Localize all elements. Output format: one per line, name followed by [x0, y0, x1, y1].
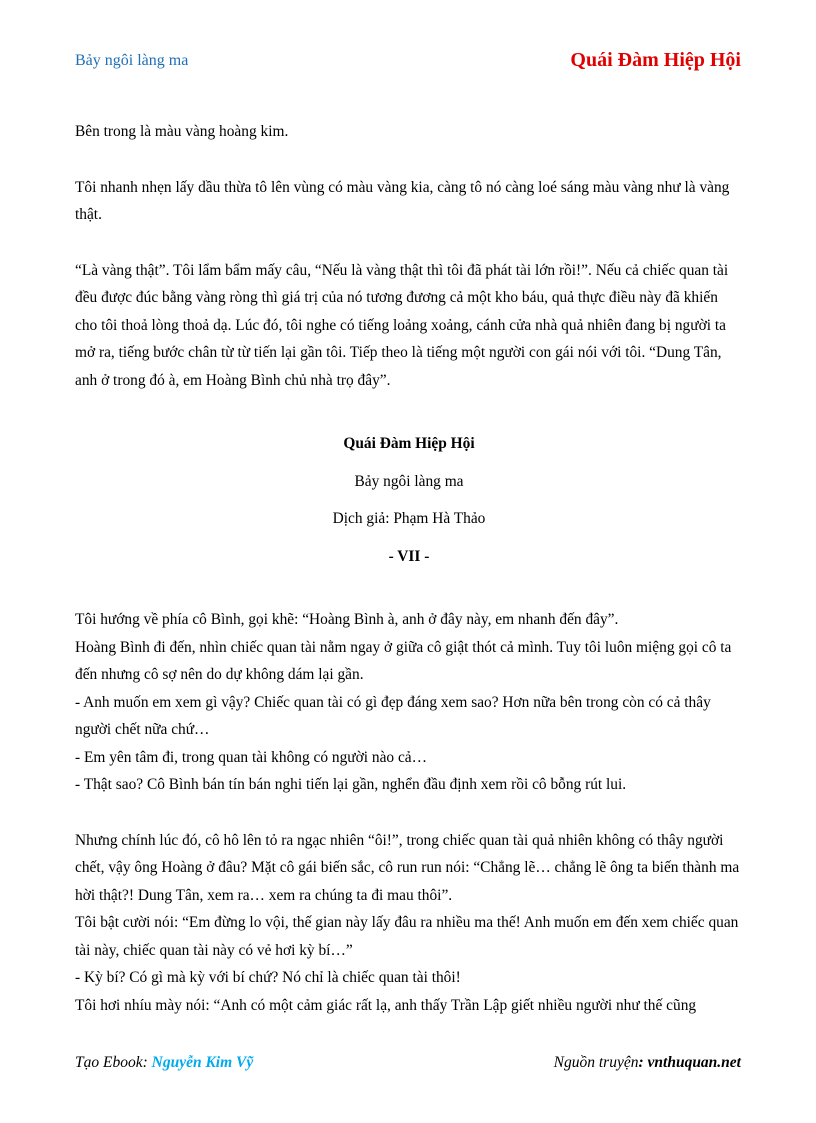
footer-separator: : — [638, 1054, 648, 1071]
footer-ebook-author: Nguyễn Kim Vỹ — [151, 1054, 254, 1071]
footer-ebook-label: Tạo Ebook — [75, 1054, 143, 1071]
footer-source-credit — [554, 1054, 741, 1072]
paragraph: Nhưng chính lúc đó, cô hô lên tỏ ra ngạc nhiên “ôi!”, trong chiếc quan tài quả nhiên không có thây người chết, vậy ông Hoàng ở đâu? Mặt cô gái biến sắc, cô run run nói: “Chẳng lẽ… chẳng lẽ ông ta biến thành ma hời thật?! Dung Tân, xem ra… xem ra chúng ta đi mau thôi”. — [75, 831, 740, 904]
paragraph: Bên trong là màu vàng hoàng kim. — [75, 123, 289, 140]
section-title: Quái Đàm Hiệp Hội — [343, 435, 475, 452]
paragraph: Tôi hơi nhíu mày nói: “Anh có một cảm giác rất lạ, anh thấy Trần Lập giết nhiều người như thế cũng — [75, 996, 697, 1014]
paragraph: - Thật sao? Cô Bình bán tín bán nghi tiến lại gần, nghển đầu định xem rồi cô bỗng rút lui. — [75, 776, 627, 793]
paragraph: - Em yên tâm đi, trong quan tài không có người nào cả… — [75, 748, 428, 766]
paragraph: - Anh muốn em xem gì vậy? Chiếc quan tài có gì đẹp đáng xem sao? Hơn nữa bên trong còn có cả thây người chết nữa chứ… — [75, 693, 711, 738]
footer-source-site: vnthuquan.net — [647, 1054, 741, 1071]
chapter-number: - VII - — [388, 547, 430, 565]
paragraph: “Là vàng thật”. Tôi lẩm bẩm mấy câu, “Nếu là vàng thật thì tôi đã phát tài lớn rồi!”. Nếu cả chiếc quan tài đều được đúc bằng vàng ròng thì giá trị của nó tương đương cả một kho báu, quả thực điều này đã khiến cho tôi thoả lòng thoả dạ. Lúc đó, tôi nghe có tiếng loảng xoảng, cánh cửa nhà quả nhiên đang bị người ta mở ra, tiếng bước chân từ từ tiến lại gần tôi. Tiếp theo là tiếng một người con gái nói với tôi. “Dung Tân, anh ở trong đó à, em Hoàng Bình chủ nhà trọ đây”. — [75, 261, 729, 389]
footer-ebook-credit — [75, 1054, 253, 1072]
paragraph: Hoàng Bình đi đến, nhìn chiếc quan tài nằm ngay ở giữa cô giật thót cả mình. Tuy tôi luôn miệng gọi cô ta đến nhưng cô sợ nên do dự không dám lại gần. — [75, 638, 732, 683]
page-body — [75, 118, 743, 1019]
paragraph: Tôi hướng về phía cô Bình, gọi khẽ: “Hoàng Bình à, anh ở đây này, em nhanh đến đây”. — [75, 611, 619, 628]
header-series-title: Quái Đàm Hiệp Hội — [570, 49, 741, 71]
footer-source-label: Nguồn truyện — [553, 1054, 639, 1071]
paragraph: - Kỳ bí? Có gì mà kỳ với bí chứ? Nó chỉ là chiếc quan tài thôi! — [75, 969, 461, 986]
section-subtitle: Bảy ngôi làng ma — [354, 472, 464, 490]
header-book-title: Bảy ngôi làng ma — [75, 52, 189, 69]
paragraph: Tôi bật cười nói: “Em đừng lo vội, thế gian này lấy đâu ra nhiều ma thế! Anh muốn em đến xem chiếc quan tài này, chiếc quan tài này có vẻ hơi kỳ bí…” — [75, 914, 739, 959]
translator-credit: Dịch giả: Phạm Hà Thảo — [332, 510, 486, 527]
footer-separator: : — [142, 1054, 152, 1071]
paragraph: Tôi nhanh nhẹn lấy dầu thừa tô lên vùng có màu vàng kia, càng tô nó càng loé sáng màu vàng như là vàng thật. — [75, 178, 730, 223]
